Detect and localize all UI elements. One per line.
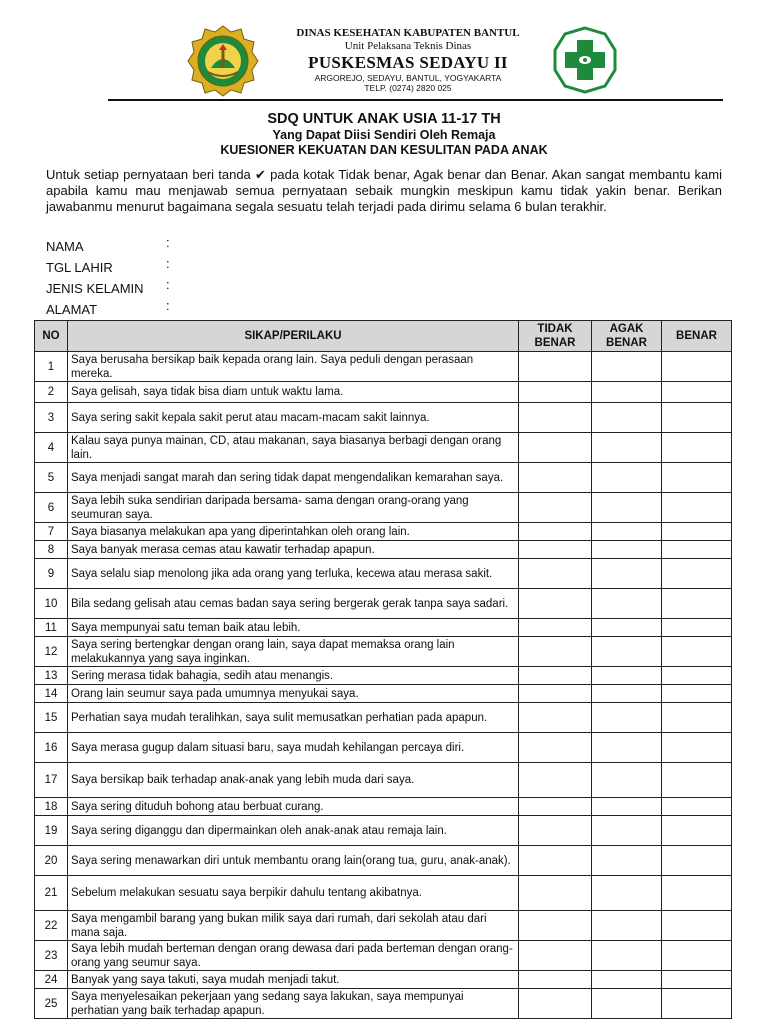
table-row	[35, 733, 732, 763]
answer-agak-benar[interactable]	[592, 685, 662, 703]
row-number: 1	[35, 352, 68, 382]
answer-benar[interactable]	[662, 941, 732, 971]
puskesmas-name: PUSKESMAS SEDAYU II	[308, 53, 508, 72]
table-row	[35, 798, 732, 816]
answer-benar[interactable]	[662, 433, 732, 463]
answer-agak-benar[interactable]	[592, 941, 662, 971]
answer-benar[interactable]	[662, 463, 732, 493]
answer-tidak-benar[interactable]	[519, 493, 592, 523]
table-row	[35, 559, 732, 589]
behavior-statement: Orang lain seumur saya pada umumnya menyukai saya.	[68, 685, 519, 703]
header-tidak-benar: TIDAK BENAR	[519, 321, 592, 352]
check-mark-icon: ✔	[255, 167, 266, 182]
behavior-statement: Saya mempunyai satu teman baik atau lebih.	[68, 619, 519, 637]
row-number: 21	[35, 876, 68, 911]
answer-benar[interactable]	[662, 352, 732, 382]
table-row	[35, 989, 732, 1019]
answer-tidak-benar[interactable]	[519, 971, 592, 989]
answer-tidak-benar[interactable]	[519, 763, 592, 798]
field-alamat[interactable]	[46, 298, 170, 320]
row-number: 7	[35, 523, 68, 541]
answer-agak-benar[interactable]	[592, 846, 662, 876]
field-colon: :	[166, 235, 170, 250]
answer-agak-benar[interactable]	[592, 493, 662, 523]
row-number: 19	[35, 816, 68, 846]
answer-benar[interactable]	[662, 589, 732, 619]
row-number: 14	[35, 685, 68, 703]
identity-fields	[46, 235, 170, 320]
table-row	[35, 703, 732, 733]
behavior-statement: Saya sering diganggu dan dipermainkan oleh anak-anak atau remaja lain.	[68, 816, 519, 846]
answer-agak-benar[interactable]	[592, 816, 662, 846]
answer-tidak-benar[interactable]	[519, 382, 592, 403]
behavior-statement: Saya lebih suka sendirian daripada bersama- sama dengan orang-orang yang seumuran saya.	[68, 493, 519, 523]
field-label: ALAMAT	[46, 302, 98, 317]
behavior-statement: Saya lebih mudah berteman dengan orang dewasa dari pada berteman dengan orang- orang yang seumur saya.	[68, 941, 519, 971]
answer-agak-benar[interactable]	[592, 763, 662, 798]
behavior-statement: Kalau saya punya mainan, CD, atau makanan, saya biasanya berbagi dengan orang lain.	[68, 433, 519, 463]
table-row	[35, 352, 732, 382]
questionnaire-heading: KUESIONER KEKUATAN DAN KESULITAN PADA ANAK	[220, 143, 548, 157]
field-tgl-lahir[interactable]	[46, 256, 170, 278]
answer-agak-benar[interactable]	[592, 667, 662, 685]
row-number: 13	[35, 667, 68, 685]
answer-benar[interactable]	[662, 685, 732, 703]
table-row	[35, 463, 732, 493]
row-number: 15	[35, 703, 68, 733]
bantul-emblem-icon	[186, 24, 260, 98]
behavior-statement: Sering merasa tidak bahagia, sedih atau menangis.	[68, 667, 519, 685]
row-number: 20	[35, 846, 68, 876]
behavior-statement: Saya merasa gugup dalam situasi baru, saya mudah kehilangan percaya diri.	[68, 733, 519, 763]
answer-tidak-benar[interactable]	[519, 911, 592, 941]
answer-agak-benar[interactable]	[592, 589, 662, 619]
row-number: 12	[35, 637, 68, 667]
answer-agak-benar[interactable]	[592, 637, 662, 667]
behavior-statement: Saya sering menawarkan diri untuk membantu orang lain(orang tua, guru, anak-anak).	[68, 846, 519, 876]
answer-benar[interactable]	[662, 637, 732, 667]
behavior-statement: Saya gelisah, saya tidak bisa diam untuk waktu lama.	[68, 382, 519, 403]
row-number: 11	[35, 619, 68, 637]
answer-agak-benar[interactable]	[592, 382, 662, 403]
table-row	[35, 941, 732, 971]
answer-benar[interactable]	[662, 667, 732, 685]
behavior-statement: Saya banyak merasa cemas atau kawatir terhadap apapun.	[68, 541, 519, 559]
letterhead-divider	[108, 99, 723, 101]
behavior-statement: Saya selalu siap menolong jika ada orang yang terluka, kecewa atau merasa sakit.	[68, 559, 519, 589]
table-row	[35, 523, 732, 541]
answer-benar[interactable]	[662, 493, 732, 523]
answer-agak-benar[interactable]	[592, 403, 662, 433]
answer-benar[interactable]	[662, 876, 732, 911]
table-row	[35, 911, 732, 941]
row-number: 5	[35, 463, 68, 493]
answer-benar[interactable]	[662, 971, 732, 989]
answer-tidak-benar[interactable]	[519, 559, 592, 589]
row-number: 18	[35, 798, 68, 816]
row-number: 24	[35, 971, 68, 989]
behavior-statement: Saya bersikap baik terhadap anak-anak yang lebih muda dari saya.	[68, 763, 519, 798]
answer-tidak-benar[interactable]	[519, 667, 592, 685]
behavior-statement: Bila sedang gelisah atau cemas badan saya sering bergerak gerak tanpa saya sadari.	[68, 589, 519, 619]
answer-benar[interactable]	[662, 798, 732, 816]
field-label: JENIS KELAMIN	[46, 281, 144, 296]
field-label: TGL LAHIR	[46, 260, 113, 275]
answer-tidak-benar[interactable]	[519, 463, 592, 493]
row-number: 6	[35, 493, 68, 523]
table-row	[35, 382, 732, 403]
answer-tidak-benar[interactable]	[519, 523, 592, 541]
answer-benar[interactable]	[662, 403, 732, 433]
document-titles	[0, 111, 768, 158]
letterhead	[0, 0, 768, 110]
main-title: SDQ UNTUK ANAK USIA 11-17 TH	[267, 111, 501, 127]
behavior-statement: Saya menjadi sangat marah dan sering tidak dapat mengendalikan kemarahan saya.	[68, 463, 519, 493]
answer-agak-benar[interactable]	[592, 989, 662, 1019]
row-number: 9	[35, 559, 68, 589]
answer-tidak-benar[interactable]	[519, 619, 592, 637]
behavior-statement: Saya sering dituduh bohong atau berbuat curang.	[68, 798, 519, 816]
answer-agak-benar[interactable]	[592, 523, 662, 541]
answer-tidak-benar[interactable]	[519, 816, 592, 846]
table-row	[35, 685, 732, 703]
header-agak-benar: AGAK BENAR	[592, 321, 662, 352]
row-number: 22	[35, 911, 68, 941]
answer-tidak-benar[interactable]	[519, 703, 592, 733]
answer-tidak-benar[interactable]	[519, 989, 592, 1019]
answer-agak-benar[interactable]	[592, 971, 662, 989]
row-number: 2	[35, 382, 68, 403]
header-benar: BENAR	[662, 321, 732, 352]
row-number: 25	[35, 989, 68, 1019]
table-row	[35, 589, 732, 619]
answer-tidak-benar[interactable]	[519, 685, 592, 703]
row-number: 16	[35, 733, 68, 763]
row-number: 10	[35, 589, 68, 619]
behavior-statement: Saya mengambil barang yang bukan milik saya dari rumah, dari sekolah atau dari mana saja.	[68, 911, 519, 941]
field-colon: :	[166, 256, 170, 271]
behavior-statement: Saya sering sakit kepala sakit perut atau macam-macam sakit lainnya.	[68, 403, 519, 433]
table-row	[35, 619, 732, 637]
answer-agak-benar[interactable]	[592, 541, 662, 559]
field-label: NAMA	[46, 239, 84, 254]
answer-benar[interactable]	[662, 619, 732, 637]
address: ARGOREJO, SEDAYU, BANTUL, YOGYAKARTA	[314, 73, 502, 83]
answer-agak-benar[interactable]	[592, 463, 662, 493]
answer-benar[interactable]	[662, 559, 732, 589]
behavior-statement: Saya biasanya melakukan apa yang diperintahkan oleh orang lain.	[68, 523, 519, 541]
table-row	[35, 763, 732, 798]
instructions-rest: pada kotak Tidak benar, Agak benar dan Benar. Akan sangat membantu kami apabila kamu mau menjawab semua pernyataan sebaik mungkin meskipun kamu tidak yakin benar. Berikan jawabanmu menurut bagaimana segala sesuatu telah terjadi pada dirimu selama 6 bulan terakhir.	[46, 167, 722, 214]
table-row	[35, 541, 732, 559]
header-no: NO	[35, 321, 68, 352]
answer-agak-benar[interactable]	[592, 798, 662, 816]
behavior-statement: Saya berusaha bersikap baik kepada orang lain. Saya peduli dengan perasaan mereka.	[68, 352, 519, 382]
field-jenis-kelamin[interactable]	[46, 277, 170, 299]
answer-agak-benar[interactable]	[592, 876, 662, 911]
answer-tidak-benar[interactable]	[519, 433, 592, 463]
answer-benar[interactable]	[662, 816, 732, 846]
answer-tidak-benar[interactable]	[519, 876, 592, 911]
table-row	[35, 876, 732, 911]
answer-tidak-benar[interactable]	[519, 541, 592, 559]
table-row	[35, 637, 732, 667]
instructions-start: Untuk setiap pernyataan beri tanda	[46, 167, 251, 182]
header-sikap-perilaku: SIKAP/PERILAKU	[68, 321, 519, 352]
unit-name: Unit Pelaksana Teknis Dinas	[344, 40, 472, 52]
answer-tidak-benar[interactable]	[519, 589, 592, 619]
row-number: 8	[35, 541, 68, 559]
answer-benar[interactable]	[662, 733, 732, 763]
table-row	[35, 816, 732, 846]
puskesmas-logo-icon	[553, 26, 617, 94]
answer-benar[interactable]	[662, 523, 732, 541]
behavior-statement: Perhatian saya mudah teralihkan, saya sulit memusatkan perhatian pada apapun.	[68, 703, 519, 733]
table-row	[35, 433, 732, 463]
table-row	[35, 667, 732, 685]
table-row	[35, 971, 732, 989]
instructions	[46, 167, 722, 215]
row-number: 17	[35, 763, 68, 798]
behavior-statement: Saya menyelesaikan pekerjaan yang sedang saya lakukan, saya mempunyai perhatian yang baik terhadap apapun.	[68, 989, 519, 1019]
agency-name: DINAS KESEHATAN KABUPATEN BANTUL	[296, 27, 520, 39]
answer-agak-benar[interactable]	[592, 733, 662, 763]
answer-benar[interactable]	[662, 382, 732, 403]
field-nama[interactable]	[46, 235, 170, 257]
answer-benar[interactable]	[662, 846, 732, 876]
answer-benar[interactable]	[662, 911, 732, 941]
answer-agak-benar[interactable]	[592, 559, 662, 589]
answer-benar[interactable]	[662, 763, 732, 798]
row-number: 23	[35, 941, 68, 971]
table-row	[35, 493, 732, 523]
answer-agak-benar[interactable]	[592, 911, 662, 941]
field-colon: :	[166, 298, 170, 313]
sdq-table	[34, 320, 732, 1019]
answer-tidak-benar[interactable]	[519, 733, 592, 763]
behavior-statement: Banyak yang saya takuti, saya mudah menjadi takut.	[68, 971, 519, 989]
answer-tidak-benar[interactable]	[519, 798, 592, 816]
table-row	[35, 846, 732, 876]
answer-benar[interactable]	[662, 703, 732, 733]
table-row	[35, 403, 732, 433]
answer-agak-benar[interactable]	[592, 619, 662, 637]
row-number: 4	[35, 433, 68, 463]
answer-benar[interactable]	[662, 989, 732, 1019]
row-number: 3	[35, 403, 68, 433]
answer-agak-benar[interactable]	[592, 352, 662, 382]
answer-tidak-benar[interactable]	[519, 846, 592, 876]
answer-tidak-benar[interactable]	[519, 403, 592, 433]
subtitle: Yang Dapat Diisi Sendiri Oleh Remaja	[272, 128, 496, 142]
field-colon: :	[166, 277, 170, 292]
answer-benar[interactable]	[662, 541, 732, 559]
behavior-statement: Saya sering bertengkar dengan orang lain, saya dapat memaksa orang lain melakukannya yang saya inginkan.	[68, 637, 519, 667]
phone: TELP. (0274) 2820 025	[364, 83, 452, 93]
answer-agak-benar[interactable]	[592, 433, 662, 463]
answer-agak-benar[interactable]	[592, 703, 662, 733]
answer-tidak-benar[interactable]	[519, 637, 592, 667]
answer-tidak-benar[interactable]	[519, 352, 592, 382]
behavior-statement: Sebelum melakukan sesuatu saya berpikir dahulu tentang akibatnya.	[68, 876, 519, 911]
answer-tidak-benar[interactable]	[519, 941, 592, 971]
